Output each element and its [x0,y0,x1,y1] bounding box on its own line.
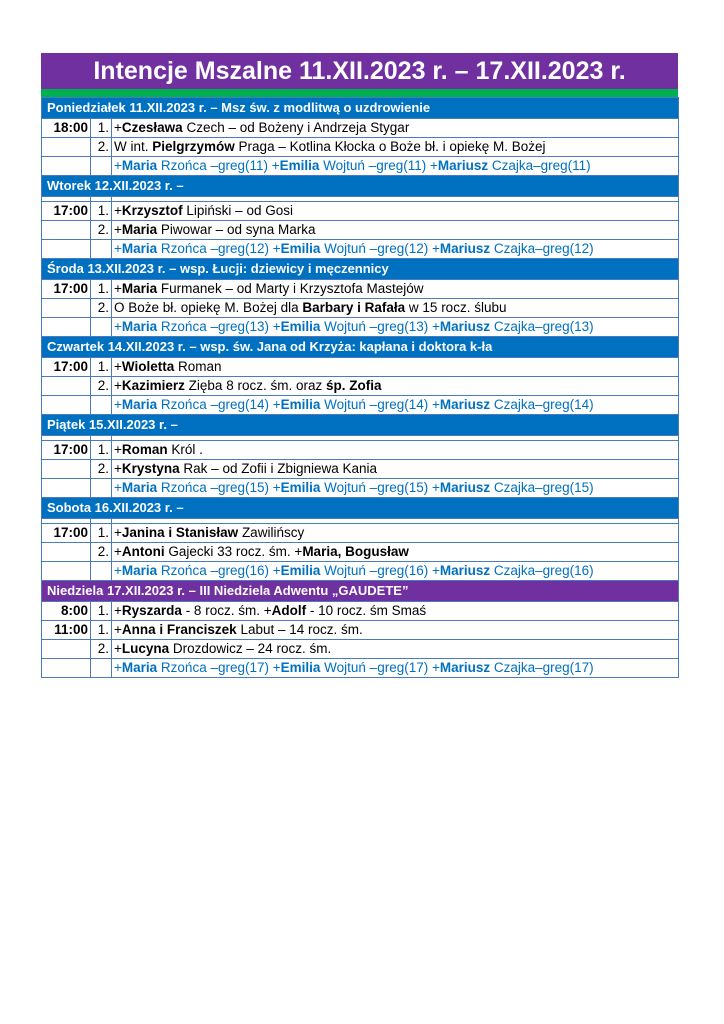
intention-name: Emilia [280,319,321,334]
intention-fragment: Wojtuń –greg(13) + [320,319,440,334]
intention-fragment: Lipiński – od Gosi [182,203,293,218]
intention-fragment: + [114,241,122,256]
intention-text [112,377,679,396]
intention-text [112,524,679,543]
intention-fragment: Roman [174,359,222,374]
mass-time [42,221,91,240]
intention-fragment: Czajka–greg(15) [490,480,594,495]
day-header: Piątek 15.XII.2023 r. – [42,415,679,436]
day-header-row [42,337,679,358]
intention-fragment: + [114,660,122,675]
intention-fragment: w 15 rocz. ślubu [405,300,507,315]
intention-text [112,138,679,157]
mass-time [42,460,91,479]
intention-fragment: + [114,397,122,412]
intention-fragment: + [114,480,122,495]
intention-fragment: Wojtuń –greg(14) + [320,397,440,412]
day-header: Wtorek 12.XII.2023 r. – [42,176,679,197]
intention-fragment: Rzońca –greg(12) + [157,241,281,256]
intention-row [42,543,679,562]
intention-name: Emilia [280,241,321,256]
intention-number [91,396,112,415]
mass-time [42,318,91,337]
day-header: Niedziela 17.XII.2023 r. – III Niedziela Adwentu „GAUDETE” [42,581,679,602]
intention-text [112,299,679,318]
intention-fragment: Rzońca –greg(13) + [157,319,281,334]
mass-time: 11:00 [42,621,91,640]
intention-fragment: Czajka–greg(14) [490,397,594,412]
intention-fragment: Rzońca –greg(17) + [157,660,281,675]
intention-name: Janina i Stanisław [121,525,239,540]
intention-fragment: Król . [167,442,203,457]
mass-time: 17:00 [42,441,91,460]
mass-time: 17:00 [42,280,91,299]
page-title: Intencje Mszalne 11.XII.2023 r. – 17.XII.2023 r. [41,53,678,89]
intention-number: 1. [91,524,112,543]
intention-name: Maria [121,660,158,675]
intention-name: Maria, Bogusław [302,544,409,559]
intention-row [42,562,679,581]
intention-fragment: Rzońca –greg(15) + [157,480,281,495]
intention-fragment: - 10 rocz. śm Smaś [306,603,427,618]
intention-text [112,119,679,138]
intention-row [42,602,679,621]
intention-name: Emilia [279,158,320,173]
intention-fragment: Rzońca –greg(11) + [157,158,280,173]
intention-fragment: + [114,544,122,559]
intention-row [42,396,679,415]
mass-time [42,562,91,581]
day-header-row [42,581,679,602]
intention-number: 1. [91,358,112,377]
intention-name: Anna i Franciszek [121,622,237,637]
day-header: Środa 13.XII.2023 r. – wsp. Łucji: dziewicy i męczennicy [42,259,679,280]
intention-row [42,524,679,543]
intention-fragment: Czajka–greg(17) [490,660,594,675]
intention-fragment: + [114,158,122,173]
intention-name: Adolf [271,603,307,618]
intentions-sheet [41,53,678,678]
intention-row [42,659,679,678]
intention-number: 2. [91,640,112,659]
intention-number: 1. [91,441,112,460]
intentions-body [42,98,679,678]
intention-fragment: Wojtuń –greg(16) + [320,563,440,578]
intention-name: Kazimierz [121,378,185,393]
intention-text [112,441,679,460]
intention-row [42,377,679,396]
intention-row [42,157,679,176]
intention-name: Wioletta [121,359,175,374]
intention-text [112,358,679,377]
intention-fragment: Wojtuń –greg(17) + [320,660,440,675]
intention-fragment: Drozdowicz – 24 rocz. śm. [169,641,332,656]
day-header-row [42,176,679,197]
intention-name: Lucyna [121,641,170,656]
mass-time: 17:00 [42,358,91,377]
intention-fragment: + [114,222,122,237]
intention-row [42,299,679,318]
intention-number [91,318,112,337]
intention-fragment: - 8 rocz. śm. + [181,603,272,618]
intention-number [91,659,112,678]
intention-name: Mariusz [439,480,491,495]
intention-fragment: + [114,641,122,656]
day-header-row [42,98,679,119]
intention-name: Mariusz [439,563,491,578]
intention-name: Ryszarda [121,603,182,618]
intention-name: Mariusz [439,319,491,334]
intention-fragment: Zięba 8 rocz. śm. oraz [184,378,326,393]
mass-time: 8:00 [42,602,91,621]
intention-row [42,221,679,240]
intention-fragment: Wojtuń –greg(12) + [320,241,440,256]
mass-time: 17:00 [42,524,91,543]
intention-number: 2. [91,377,112,396]
intention-name: Mariusz [439,241,491,256]
intention-fragment: + [114,603,122,618]
intention-text [112,543,679,562]
intention-number [91,240,112,259]
intention-name: Emilia [280,397,321,412]
gregorian-masses [112,562,679,581]
intention-name: Maria [121,158,158,173]
intention-fragment: + [114,563,122,578]
intention-fragment: Czajka–greg(11) [488,158,591,173]
intention-text [112,602,679,621]
mass-time [42,138,91,157]
intention-name: Emilia [280,660,321,675]
mass-time [42,659,91,678]
intention-fragment: Czech – od Bożeny i Andrzeja Stygar [182,120,410,135]
day-header-row [42,259,679,280]
intention-fragment: + [114,281,122,296]
gregorian-masses [112,479,679,498]
intention-name: Mariusz [439,660,491,675]
intention-text [112,280,679,299]
mass-time [42,299,91,318]
intention-name: Krzysztof [121,203,183,218]
mass-time [42,377,91,396]
intention-name: Maria [121,480,158,495]
intention-fragment: Furmanek – od Marty i Krzysztofa Mastejów [157,281,424,296]
intention-name: Maria [121,281,158,296]
intention-fragment: + [114,359,122,374]
mass-time [42,479,91,498]
intention-name: Antoni [121,544,165,559]
intention-row [42,479,679,498]
intention-fragment: W int. [114,139,153,154]
intention-row [42,138,679,157]
mass-time [42,543,91,562]
intention-name: Pielgrzymów [152,139,235,154]
day-header: Sobota 16.XII.2023 r. – [42,498,679,519]
intention-text [112,640,679,659]
intention-number: 1. [91,119,112,138]
intention-number: 1. [91,202,112,221]
gregorian-masses [112,157,679,176]
intention-name: Emilia [280,480,321,495]
intention-fragment: + [114,525,122,540]
intention-row [42,318,679,337]
intention-row [42,621,679,640]
day-header: Czwartek 14.XII.2023 r. – wsp. św. Jana od Krzyża: kapłana i doktora k-ła [42,337,679,358]
intention-name: Barbary i Rafała [302,300,406,315]
intention-number: 2. [91,138,112,157]
intention-number: 1. [91,621,112,640]
intention-fragment: Zawilińscy [238,525,305,540]
intention-fragment: Rak – od Zofii i Zbigniewa Kania [179,461,378,476]
intention-number: 2. [91,299,112,318]
intention-fragment: Wojtuń –greg(11) + [319,158,438,173]
intention-row [42,441,679,460]
intention-fragment: + [114,319,122,334]
intention-name: Emilia [280,563,321,578]
intention-text [112,460,679,479]
intention-fragment: + [114,378,122,393]
intention-number: 1. [91,280,112,299]
gregorian-masses [112,396,679,415]
intention-fragment: Rzońca –greg(16) + [157,563,281,578]
intention-name: Maria [121,319,158,334]
intention-row [42,119,679,138]
intention-name: Maria [121,397,158,412]
intention-number [91,562,112,581]
intention-row [42,358,679,377]
mass-time: 18:00 [42,119,91,138]
intention-name: Maria [121,222,158,237]
intention-number [91,479,112,498]
intention-fragment: + [114,622,122,637]
intention-number: 1. [91,602,112,621]
gregorian-masses [112,318,679,337]
intention-name: Maria [121,241,158,256]
mass-time: 17:00 [42,202,91,221]
title-underline [41,89,678,97]
intention-fragment: Czajka–greg(16) [490,563,594,578]
intention-fragment: Labut – 14 rocz. śm. [236,622,363,637]
day-header: Poniedziałek 11.XII.2023 r. – Msz św. z modlitwą o uzdrowienie [42,98,679,119]
intention-fragment: + [114,120,122,135]
mass-time [42,396,91,415]
intention-number: 2. [91,543,112,562]
intention-number: 2. [91,221,112,240]
intention-number: 2. [91,460,112,479]
intention-fragment: Rzońca –greg(14) + [157,397,281,412]
intention-fragment: Praga – Kotlina Kłocka o Boże bł. i opiekę M. Bożej [234,139,546,154]
intention-name: śp. Zofia [325,378,382,393]
intention-fragment: Piwowar – od syna Marka [157,222,316,237]
intention-row [42,460,679,479]
intention-name: Krystyna [121,461,180,476]
intention-name: Maria [121,563,158,578]
mass-time [42,240,91,259]
intention-row [42,240,679,259]
intention-row [42,640,679,659]
intention-name: Czesława [121,120,183,135]
intention-name: Mariusz [437,158,489,173]
day-header-row [42,498,679,519]
day-header-row [42,415,679,436]
gregorian-masses [112,659,679,678]
intention-text [112,202,679,221]
intention-text [112,221,679,240]
intention-fragment: Gajecki 33 rocz. śm. + [164,544,303,559]
intention-fragment: Czajka–greg(12) [490,241,594,256]
intention-fragment: Wojtuń –greg(15) + [320,480,440,495]
intention-name: Mariusz [439,397,491,412]
gregorian-masses [112,240,679,259]
intention-text [112,621,679,640]
intention-fragment: + [114,442,122,457]
intention-row [42,202,679,221]
intention-fragment: O Boże bł. opiekę M. Bożej dla [114,300,303,315]
intention-number [91,157,112,176]
intention-fragment: + [114,461,122,476]
intention-row [42,280,679,299]
intention-name: Roman [121,442,168,457]
intentions-table [41,97,679,678]
intention-fragment: Czajka–greg(13) [490,319,594,334]
mass-time [42,157,91,176]
intention-fragment: + [114,203,122,218]
mass-time [42,640,91,659]
